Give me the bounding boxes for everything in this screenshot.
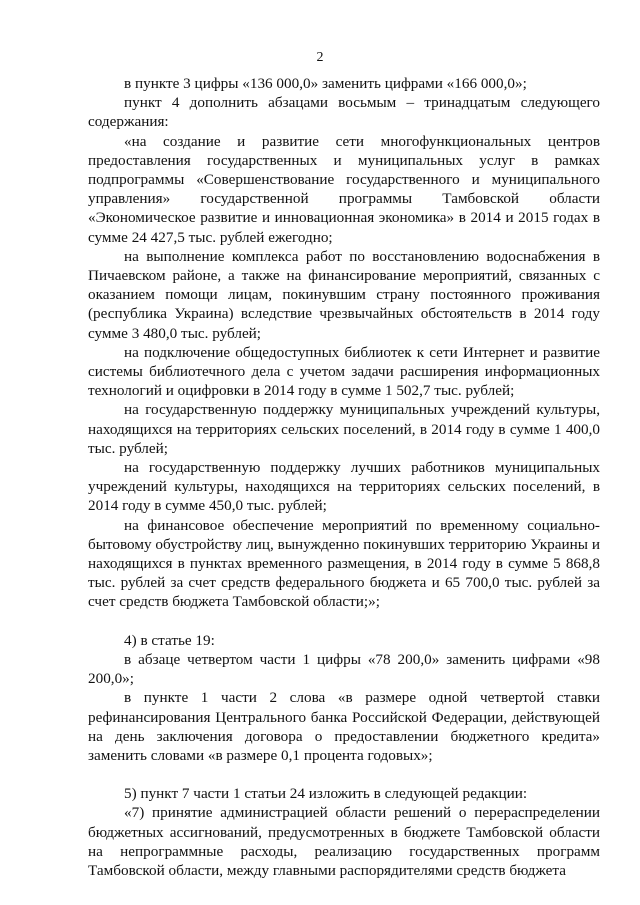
paragraph: на финансовое обеспечение мероприятий по временному социально-бытовому обустройству лиц, вынужденно покинувших территорию Украины и находящихся в пунктах временного размещения, в 2014 году в сумме 5 868,8 тыс. рублей за счет средств федерального бюджета и 65 700,0 тыс. рублей за счет средств бюджета Тамбовской области;»; — [88, 516, 600, 611]
paragraph: на государственную поддержку лучших работников муниципальных учреждений культуры, находящихся на территориях сельских поселений, в 2014 году в сумме 450,0 тыс. рублей; — [88, 459, 600, 515]
section-heading: 4) в статье 19: — [124, 631, 215, 649]
paragraph: на выполнение комплекса работ по восстановлению водоснабжения в Пичаевском районе, а также на финансирование мероприятий, связанных с оказанием помощи лицам, покинувшим страну постоянного проживания (республика Украина) вследствие чрезвычайных обстоятельств в 2014 году сумме 3 480,0 тыс. рублей; — [88, 247, 600, 342]
paragraph: «на создание и развитие сети многофункциональных центров предоставления государственных и муниципальных услуг в рамках подпрограммы «Совершенствование государственного и муниципального управления» государственной программы Тамбовской области «Экономическое развитие и инновационная экономика» в 2014 и 2015 годах в сумме 24 427,5 тыс. рублей ежегодно; — [88, 132, 600, 246]
paragraph: в абзаце четвертом части 1 цифры «78 200,0» заменить цифрами «98 200,0»; — [88, 650, 600, 688]
paragraph: на государственную поддержку муниципальных учреждений культуры, находящихся на территориях сельских поселений, в 2014 году в сумме 1 400,0 тыс. рублей; — [88, 401, 600, 457]
document-body — [88, 74, 600, 880]
paragraph: на подключение общедоступных библиотек к сети Интернет и развитие системы библиотечного дела с учетом задачи расширения информационных технологий и оцифровки в 2014 году в сумме 1 502,7 тыс. рублей; — [88, 343, 600, 400]
paragraph: в пункте 3 цифры «136 000,0» заменить цифрами «166 000,0»; — [124, 75, 527, 92]
paragraph: в пункте 1 части 2 слова «в размере одной четвертой ставки рефинансирования Центрального банка Российской Федерации, действующей на день заключения договора о предоставлении бюджетного кредита» заменить словами «в размере 0,1 процента годовых»; — [88, 689, 600, 764]
paragraph: «7) принятие администрацией области решений о перераспределении бюджетных ассигнований, предусмотренных в бюджете Тамбовской области на непрограммные расходы, реализацию государственных программ Тамбовской области, между главными распорядителями средств бюджета — [88, 804, 600, 879]
paragraph: пункт 4 дополнить абзацами восьмым – тринадцатым следующего содержания: — [88, 94, 600, 131]
section-heading: 5) пункт 7 части 1 статьи 24 изложить в следующей редакции: — [124, 785, 528, 803]
page-number: 2 — [316, 50, 324, 65]
